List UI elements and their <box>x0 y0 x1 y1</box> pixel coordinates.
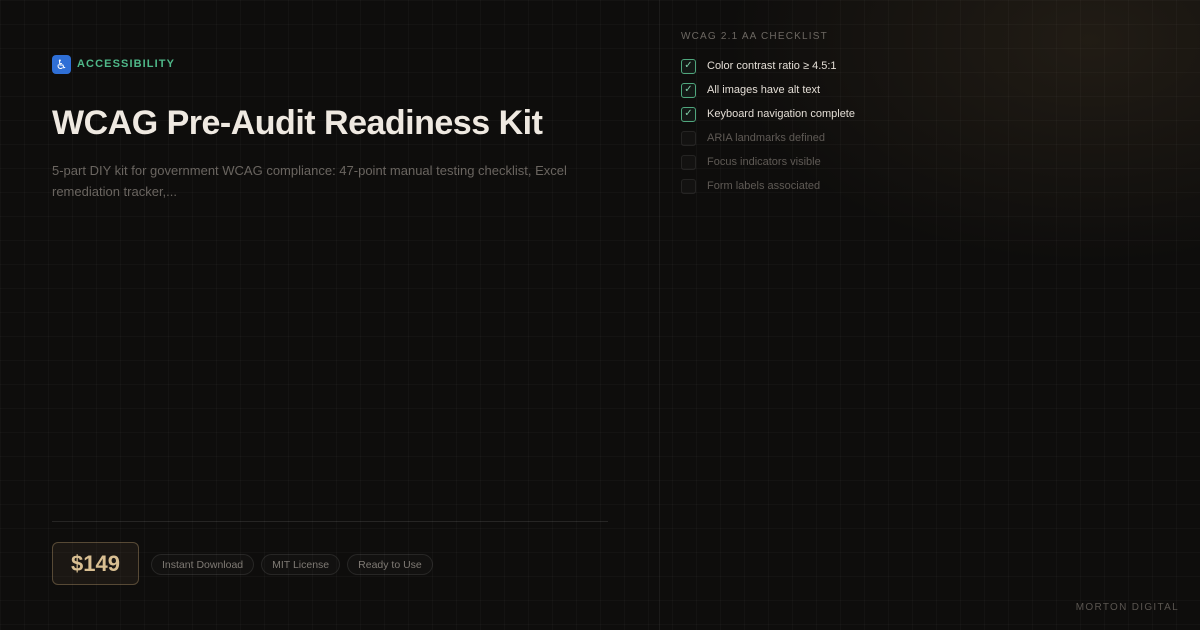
checkbox-icon: ✓ <box>681 107 696 122</box>
checklist-item-label: Keyboard navigation complete <box>707 108 855 120</box>
checkbox-icon <box>681 179 696 194</box>
product-description: 5-part DIY kit for government WCAG compliance: 47-point manual testing checklist, Excel remediation tracker,... <box>52 163 567 199</box>
wheelchair-accessibility-icon: ♿ <box>52 55 71 74</box>
category-badge <box>52 54 175 74</box>
tag-instant-download: Instant Download <box>151 554 254 575</box>
brand-name: MORTON DIGITAL <box>1075 602 1179 613</box>
checklist-item <box>681 150 855 174</box>
tag-license: MIT License <box>261 554 340 575</box>
checklist-item <box>681 102 855 126</box>
checklist-item <box>681 54 855 78</box>
price-badge: $149 <box>52 542 139 585</box>
checklist-item <box>681 174 855 198</box>
checkbox-icon <box>681 155 696 170</box>
column-divider <box>659 0 660 630</box>
checklist-item-label: Color contrast ratio ≥ 4.5:1 <box>707 60 837 72</box>
checklist-item-label: All images have alt text <box>707 84 821 96</box>
checklist-item-label: Focus indicators visible <box>707 156 821 168</box>
checkbox-icon: ✓ <box>681 59 696 74</box>
tag-ready-to-use: Ready to Use <box>347 554 433 575</box>
checklist-item <box>681 78 855 102</box>
category-label: ACCESSIBILITY <box>77 58 176 70</box>
checkbox-icon <box>681 131 696 146</box>
checkbox-icon: ✓ <box>681 83 696 98</box>
product-title: WCAG Pre-Audit Readiness Kit <box>52 104 543 142</box>
checklist-item-label: Form labels associated <box>707 180 821 192</box>
checklist-item <box>681 126 855 150</box>
checklist-heading: WCAG 2.1 AA CHECKLIST <box>681 31 828 42</box>
checklist <box>681 54 855 198</box>
tag-list <box>151 554 433 575</box>
footer-divider <box>52 521 608 522</box>
checklist-item-label: ARIA landmarks defined <box>707 132 826 144</box>
